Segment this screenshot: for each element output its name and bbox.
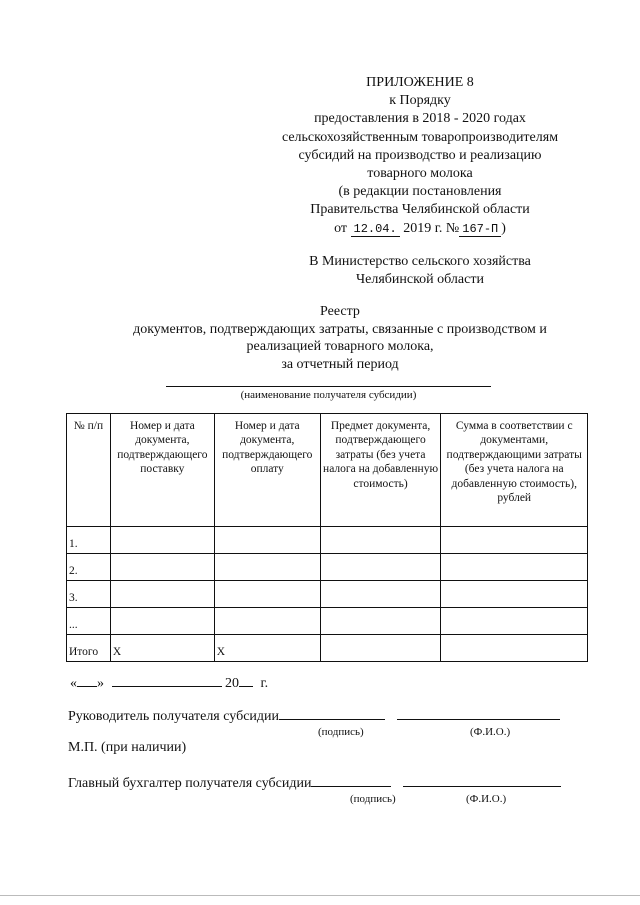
table-cell[interactable]: [214, 581, 320, 608]
register-table: [66, 413, 588, 662]
table-cell[interactable]: [110, 581, 214, 608]
table-row: [67, 554, 588, 581]
header-line: предоставления в 2018 - 2020 годах: [314, 111, 526, 127]
header-line: субсидий на производство и реализацию: [298, 147, 542, 163]
total-cell[interactable]: [320, 635, 441, 662]
table-cell[interactable]: [214, 527, 320, 554]
title-line: реализацией товарного молока,: [246, 339, 434, 354]
document-title: [60, 303, 620, 373]
accountant-signature-line: [68, 774, 561, 792]
total-row: [67, 635, 588, 662]
day-blank[interactable]: [77, 674, 97, 687]
row-number: 2.: [67, 554, 111, 581]
table-row: [67, 581, 588, 608]
table-cell[interactable]: [441, 608, 588, 635]
header-line: товарного молока: [367, 166, 473, 182]
date-line: [70, 674, 268, 692]
row-number: ...: [67, 608, 111, 635]
close-quote: »: [97, 676, 104, 691]
accountant-signature-blank[interactable]: [311, 774, 391, 787]
table-cell[interactable]: [320, 527, 441, 554]
table-cell[interactable]: [320, 554, 441, 581]
row-number: 1.: [67, 527, 111, 554]
addressee-line: В Министерство сельского хозяйства: [309, 254, 531, 269]
table-cell[interactable]: [110, 608, 214, 635]
title-line: Реестр: [320, 304, 360, 319]
resolution-date-line: [250, 220, 590, 238]
signature-caption: (подпись): [318, 726, 364, 738]
header-line: (в редакции постановления: [338, 184, 502, 200]
appendix-title: ПРИЛОЖЕНИЕ 8: [366, 75, 474, 90]
title-line: документов, подтверждающих затраты, связанные с производством и: [133, 321, 547, 337]
name-caption: (Ф.И.О.): [466, 793, 507, 805]
year-suffix: г.: [260, 676, 269, 691]
table-cell[interactable]: [441, 527, 588, 554]
total-label: Итого: [67, 635, 111, 662]
table-header-row: [67, 414, 588, 527]
stamp-label: М.П. (при наличии): [68, 740, 187, 755]
header-line: сельскохозяйственным товаропроизводителям: [281, 129, 559, 145]
table-cell[interactable]: [441, 554, 588, 581]
row-number: 3.: [67, 581, 111, 608]
year-blank[interactable]: [239, 674, 253, 687]
recipient-name-line[interactable]: [166, 386, 491, 387]
recipient-caption: (наименование получателя субсидии): [240, 389, 417, 401]
date-prefix: от: [334, 220, 347, 236]
year-prefix: 20: [225, 676, 239, 691]
resolution-year: 2019 г. №: [403, 220, 460, 236]
table-cell[interactable]: [214, 554, 320, 581]
table-row: [67, 527, 588, 554]
head-signature-blank[interactable]: [279, 707, 385, 720]
page-bottom-edge: [0, 895, 640, 896]
table-cell[interactable]: [110, 527, 214, 554]
column-header: Номер и дата документа, подтверждающего оплату: [214, 414, 320, 527]
table-cell[interactable]: [441, 581, 588, 608]
open-quote: «: [70, 676, 77, 691]
addressee: [250, 253, 590, 289]
header-line: Правительства Челябинской области: [310, 202, 530, 218]
table-cell[interactable]: [214, 608, 320, 635]
close-paren: ): [501, 220, 506, 236]
table-cell[interactable]: [320, 581, 441, 608]
signature-caption: (подпись): [350, 793, 396, 805]
head-label: Руководитель получателя субсидии: [68, 709, 280, 724]
resolution-date: 12.04.: [351, 222, 400, 237]
month-blank[interactable]: [112, 674, 222, 687]
appendix-header: [250, 74, 590, 238]
table-row: [67, 608, 588, 635]
accountant-name-blank[interactable]: [403, 774, 561, 787]
table-cell[interactable]: [320, 608, 441, 635]
header-line: к Порядку: [389, 93, 451, 109]
total-cell[interactable]: [441, 635, 588, 662]
addressee-line: Челябинской области: [356, 272, 484, 287]
column-header: № п/п: [67, 414, 111, 527]
column-header: Сумма в соответствии с документами, подтверждающими затраты (без учета налога на добавленную стоимость), рублей: [441, 414, 588, 527]
name-caption: (Ф.И.О.): [470, 726, 511, 738]
head-name-blank[interactable]: [397, 707, 560, 720]
head-signature-line: [68, 707, 560, 725]
total-cell: X: [214, 635, 320, 662]
title-line: за отчетный период: [281, 356, 399, 372]
table-cell[interactable]: [110, 554, 214, 581]
column-header: Номер и дата документа, подтверждающего поставку: [110, 414, 214, 527]
column-header: Предмет документа, подтверждающего затраты (без учета налога на добавленную стоимость): [320, 414, 441, 527]
resolution-number: 167-П: [459, 222, 501, 237]
total-cell: X: [110, 635, 214, 662]
accountant-label: Главный бухгалтер получателя субсидии: [68, 776, 312, 791]
